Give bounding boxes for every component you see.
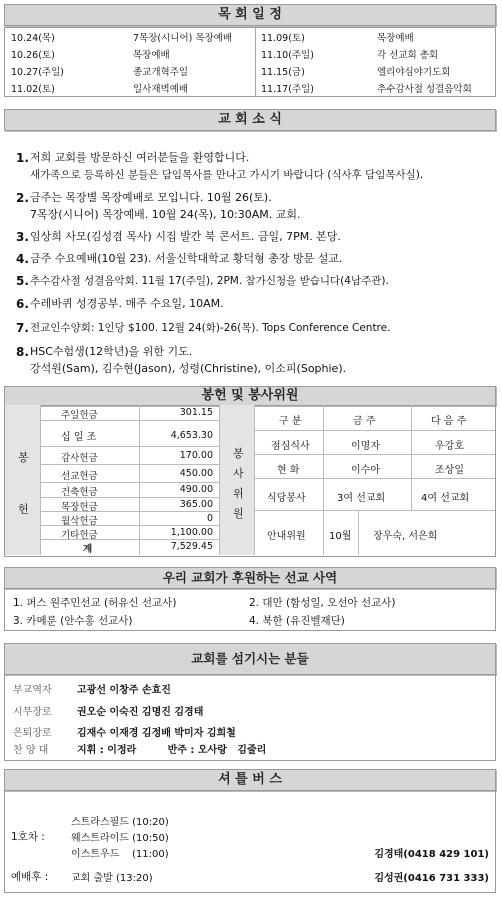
servants-header (4, 643, 496, 675)
service-next-week: 조상일 (435, 465, 464, 476)
news-text: 금주는 목장별 목장예배로 모입니다. 10월 26(토). (30, 191, 272, 204)
offering-amount: 365.00 (179, 499, 213, 510)
shuttle-bus1-driver: 김경태(0418 429 101) (374, 849, 489, 860)
offering-header (4, 386, 496, 406)
news-num: 6. (16, 297, 29, 311)
news-text: 강석원(Sam), 김수현(Jason), 성령(Christine), 이소피(Sophie). (30, 362, 347, 375)
news-num: 7. (16, 321, 29, 335)
schedule-event: 각 선교회 총회 (377, 50, 439, 61)
service-side-char: 위 (233, 487, 244, 500)
schedule-date: 11.15(금) (261, 67, 305, 78)
service-usher-names: 장우숙, 서은희 (373, 531, 438, 542)
news-num: 4. (16, 252, 29, 266)
schedule-event: 일사재벽예배 (133, 84, 189, 95)
news-text: 새가족으로 등록하신 분들은 담임목사를 만나고 가시기 바랍니다 (식사후 담임목사실). (30, 169, 424, 181)
offering-side-label (5, 405, 41, 555)
offering-label: 목장헌금 (61, 502, 98, 513)
offering-row (41, 483, 219, 498)
service-side-char: 원 (233, 507, 244, 520)
schedule-row (5, 28, 495, 45)
servant-names: 김재수 이재경 김정배 박미자 김희철 (77, 728, 236, 739)
offering-label: 감사헌금 (61, 453, 98, 464)
shuttle-stop: 스트라스필드 (10:20) (71, 817, 169, 828)
schedule-event: 추수감사절 성결음악회 (377, 84, 472, 95)
schedule-event: 목장예배 (377, 33, 414, 44)
servant-role: 시무장로 (13, 707, 52, 718)
offering-row (41, 421, 219, 447)
servant-names: 고광선 이창주 손효진 (77, 685, 171, 696)
schedule-date: 11.09(토) (261, 33, 305, 44)
service-this-week: 이수아 (351, 465, 380, 476)
news-text: 추수감사절 성결음악회. 11월 17(주일), 2PM. 참가신청을 받습니다(4남주관). (30, 275, 389, 287)
service-label: 점심식사 (271, 441, 310, 452)
offering-total-amount: 7,529.45 (170, 541, 213, 552)
mission-item: 1. 퍼스 원주민선교 (허유신 선교사) (13, 597, 177, 609)
service-side-label (219, 405, 255, 555)
offering-section (4, 405, 496, 557)
news-header (4, 109, 496, 131)
schedule-title: 목 회 일 정 (218, 7, 282, 22)
offering-label: 월삭헌금 (61, 516, 98, 527)
offering-amount: 170.00 (179, 450, 213, 461)
servants-list (4, 675, 496, 761)
service-col-header: 다 음 주 (431, 416, 467, 427)
offering-row (41, 512, 219, 526)
schedule-header (4, 4, 496, 26)
servant-role: 부교역자 (13, 685, 52, 696)
service-table (255, 405, 495, 555)
news-num: 2. (16, 191, 29, 205)
shuttle-stop: 웨스트라이드 (10:50) (71, 833, 169, 844)
schedule-table (4, 27, 496, 97)
service-col-header: 구 분 (279, 416, 302, 427)
schedule-event: 엘리야심야기도회 (377, 67, 451, 78)
shuttle-title: 셔 틀 버 스 (218, 772, 282, 787)
service-col-header: 금 주 (353, 416, 376, 427)
offering-side-char: 봉 (18, 451, 29, 464)
servant-names: 권오순 이숙진 김명진 김경태 (77, 707, 204, 718)
shuttle-header (4, 769, 496, 791)
offering-label: 선교헌금 (61, 471, 98, 482)
shuttle-after-stop: 교회 출발 (13:20) (71, 873, 153, 884)
news-text: 금주 수요예배(10월 23). 서울신학대학교 황덕형 총장 방문 설교. (30, 252, 343, 265)
news-text: 임상희 사모(김성겸 목사) 시집 발간 북 콘서트. 금일, 7PM. 본당. (30, 230, 341, 243)
service-usher-label: 안내위원 (267, 531, 306, 542)
service-col-divider (358, 511, 359, 555)
schedule-date: 11.10(주일) (261, 50, 314, 61)
servants-title: 교회를 섬기시는 분들 (191, 651, 309, 666)
service-label: 현 화 (277, 465, 300, 476)
service-side-char: 봉 (233, 447, 244, 460)
servant-names: 지휘 : 이정라 반주 : 오사랑 김줄리 (77, 745, 267, 756)
news-title: 교 회 소 식 (218, 112, 282, 127)
offering-total-row (41, 540, 219, 555)
service-row (255, 479, 495, 511)
offering-amount: 490.00 (179, 484, 213, 495)
service-header-row (255, 405, 495, 431)
news-text: 저희 교회를 방문하신 여러분들을 환영합니다. (30, 151, 250, 164)
offering-title: 봉헌 및 봉사위원 (201, 388, 299, 403)
service-label: 식당봉사 (267, 493, 306, 504)
shuttle-stop: 이스트우드 (11:00) (71, 849, 169, 860)
missions-title: 우리 교회가 후원하는 선교 사역 (162, 570, 338, 585)
service-next-week: 우강호 (435, 441, 464, 452)
mission-item: 3. 카메룬 (안수홍 선교사) (13, 615, 133, 627)
offering-row (41, 465, 219, 483)
service-next-week: 4여 선교회 (421, 493, 470, 504)
missions-header (4, 567, 496, 589)
offering-row (41, 498, 219, 512)
offering-amount: 4,653.30 (170, 430, 213, 441)
shuttle-bus1-label: 1호차 : (11, 831, 45, 843)
schedule-row (5, 79, 495, 96)
offering-row (41, 447, 219, 465)
shuttle-after-label: 예배후 : (11, 871, 49, 883)
schedule-date: 10.26(토) (11, 50, 55, 61)
offering-side-char: 헌 (18, 503, 29, 516)
offering-amount: 1,100.00 (170, 527, 213, 538)
service-row (255, 455, 495, 479)
service-col-divider (323, 405, 324, 555)
service-this-week: 3여 선교회 (337, 493, 386, 504)
mission-item: 2. 대만 (함성일, 오선아 선교사) (249, 597, 396, 609)
offering-label: 기타헌금 (61, 530, 98, 541)
schedule-row (5, 45, 495, 62)
service-side-char: 사 (233, 467, 244, 480)
shuttle-info (4, 791, 496, 893)
schedule-date: 11.17(주일) (261, 84, 314, 95)
offering-col-divider (139, 405, 140, 555)
service-usher-row (255, 511, 495, 555)
news-num: 8. (16, 345, 29, 359)
offering-label: 십 일 조 (61, 432, 97, 443)
service-usher-month: 10월 (329, 531, 352, 542)
offering-amount: 0 (206, 513, 213, 524)
news-text: 전교인수양회: 1인당 $100. 12월 24(화)-26(목). Tops Conference Centre. (30, 322, 391, 334)
offering-row (41, 405, 219, 421)
news-num: 1. (16, 151, 29, 165)
schedule-date: 10.27(주일) (11, 67, 64, 78)
schedule-event: 목장예배 (133, 50, 170, 61)
news-num: 5. (16, 274, 29, 288)
servant-role: 찬 양 대 (13, 745, 49, 756)
missions-list (4, 589, 496, 631)
mission-item: 4. 북한 (유진벨재단) (249, 615, 345, 627)
schedule-event: 7목장(시니어) 목장예배 (133, 33, 233, 44)
offering-amount: 450.00 (179, 468, 213, 479)
offering-total-label: 계 (83, 544, 93, 555)
service-this-week: 이명자 (351, 441, 380, 452)
schedule-date: 11.02(토) (11, 84, 55, 95)
shuttle-after-driver: 김성권(0416 731 333) (374, 873, 489, 884)
offering-table (41, 405, 219, 555)
schedule-event: 종교개혁주일 (133, 67, 189, 78)
offering-amount: 301.15 (179, 407, 213, 418)
news-text: 수레바퀴 성경공부. 매주 수요일, 10AM. (30, 297, 224, 310)
news-text: HSC수험생(12학년)을 위한 기도. (30, 345, 193, 358)
offering-label: 건축헌금 (61, 487, 98, 498)
service-row (255, 431, 495, 455)
servant-role: 은퇴장로 (13, 728, 52, 739)
service-col-divider (411, 405, 412, 511)
news-num: 3. (16, 230, 29, 244)
news-text: 7목장(시니어) 목장예배. 10월 24(목), 10:30AM. 교회. (30, 208, 301, 221)
schedule-row (5, 62, 495, 79)
schedule-date: 10.24(목) (11, 33, 55, 44)
offering-row (41, 526, 219, 540)
offering-label: 주일헌금 (61, 410, 98, 421)
